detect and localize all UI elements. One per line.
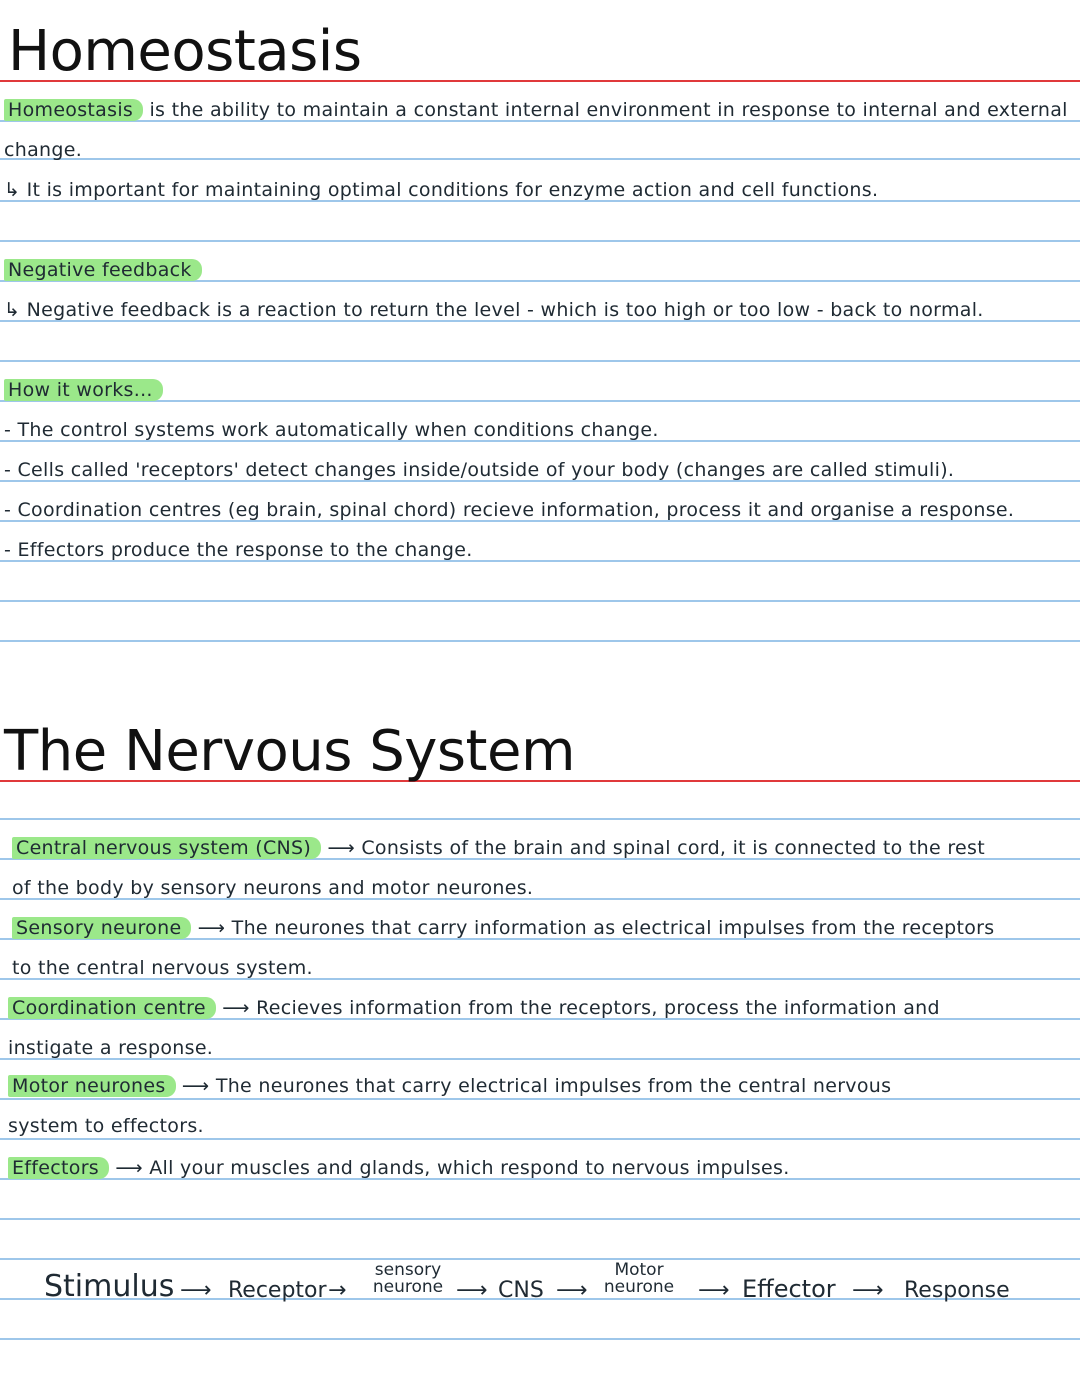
term-highlight: Effectors xyxy=(8,1157,109,1179)
pathway-cns: CNS xyxy=(498,1278,544,1303)
negative-feedback-heading xyxy=(4,258,202,282)
rule-line xyxy=(0,240,1080,242)
hook-arrow-icon: ↳ xyxy=(4,179,21,201)
term-definition-wrap: instigate a response. xyxy=(8,1037,214,1059)
pathway-arrow-icon: ⟶ xyxy=(556,1278,588,1303)
pathway-arrow-icon: ⟶ xyxy=(698,1278,730,1303)
page-title: Homeostasis xyxy=(8,19,362,84)
term-line-motor xyxy=(8,1074,891,1098)
how-it-works-heading xyxy=(4,378,163,402)
bullet-point: - Effectors produce the response to the change. xyxy=(4,539,473,561)
rule-line xyxy=(0,1258,1080,1260)
rule-line xyxy=(0,1098,1080,1100)
definition-line xyxy=(4,98,1068,122)
term-definition: The neurones that carry electrical impulses from the central nervous xyxy=(215,1075,892,1097)
negative-feedback-text: Negative feedback is a reaction to return the level - which is too high or too low - back to normal. xyxy=(26,299,984,321)
pathway-sensory-neurone xyxy=(362,1262,454,1296)
term-highlight: Homeostasis xyxy=(4,99,143,121)
heading-highlight: How it works... xyxy=(4,379,163,401)
pathway-effector: Effector xyxy=(742,1275,836,1303)
term-definition-wrap: of the body by sensory neurons and motor neurones. xyxy=(12,877,534,899)
stack-bottom: neurone xyxy=(372,1277,444,1297)
rule-line xyxy=(0,818,1080,820)
hook-arrow-icon: ↳ xyxy=(4,299,21,321)
rule-line xyxy=(0,640,1080,642)
pathway-stimulus: Stimulus xyxy=(44,1269,175,1304)
term-definition: The neurones that carry information as electrical impulses from the receptors xyxy=(231,917,995,939)
term-highlight: Central nervous system (CNS) xyxy=(12,837,321,859)
arrow-icon: ⟶ xyxy=(181,1075,210,1097)
pathway-receptor: Receptor xyxy=(228,1278,327,1303)
bullet-point: - Cells called 'receptors' detect changes inside/outside of your body (changes are called stimuli). xyxy=(4,459,955,481)
pathway-arrow-icon: ⟶ xyxy=(180,1278,212,1303)
term-definition: Recieves information from the receptors, process the information and xyxy=(256,997,940,1019)
term-line-cns xyxy=(12,836,985,860)
arrow-icon: ⟶ xyxy=(197,917,226,939)
term-definition-wrap: system to effectors. xyxy=(8,1115,204,1137)
term-highlight: Coordination centre xyxy=(8,997,216,1019)
pathway-arrow-icon: ⟶ xyxy=(852,1278,884,1303)
bullet-point: - Coordination centres (eg brain, spinal chord) recieve information, process it and organise a response. xyxy=(4,499,1015,521)
rule-line xyxy=(0,600,1080,602)
arrow-icon: ⟶ xyxy=(222,997,250,1019)
pathway-motor-neurone xyxy=(594,1262,684,1296)
definition-wrap: change. xyxy=(4,139,83,161)
term-line-effectors xyxy=(8,1156,790,1180)
rule-line xyxy=(0,1338,1080,1340)
pathway-arrow-icon: → xyxy=(328,1278,347,1303)
importance-text: It is important for maintaining optimal conditions for enzyme action and cell functions. xyxy=(26,179,879,201)
bullet-point: - The control systems work automatically when conditions change. xyxy=(4,419,659,441)
heading-highlight: Negative feedback xyxy=(4,259,202,281)
stack-top: Motor xyxy=(614,1260,664,1280)
importance-line xyxy=(4,178,878,202)
term-definition: Consists of the brain and spinal cord, it is connected to the rest xyxy=(361,837,985,859)
term-definition: All your muscles and glands, which respond to nervous impulses. xyxy=(149,1157,790,1179)
negative-feedback-line xyxy=(4,298,984,322)
rule-line xyxy=(0,1138,1080,1140)
arrow-icon: ⟶ xyxy=(327,837,355,859)
definition-text: is the ability to maintain a constant internal environment in response to internal and external xyxy=(149,99,1068,121)
term-highlight: Motor neurones xyxy=(8,1075,176,1097)
term-line-coordination xyxy=(8,996,940,1020)
pathway-arrow-icon: ⟶ xyxy=(456,1278,488,1303)
term-definition-wrap: to the central nervous system. xyxy=(12,957,313,979)
rule-line xyxy=(0,360,1080,362)
stack-top: sensory xyxy=(374,1260,442,1280)
pathway-response: Response xyxy=(904,1278,1010,1303)
term-line-sensory xyxy=(12,916,994,940)
term-highlight: Sensory neurone xyxy=(12,917,191,939)
rule-line xyxy=(0,158,1080,160)
rule-line xyxy=(0,1218,1080,1220)
section-title: The Nervous System xyxy=(4,719,576,784)
arrow-icon: ⟶ xyxy=(115,1157,143,1179)
stack-bottom: neurone xyxy=(603,1277,675,1297)
